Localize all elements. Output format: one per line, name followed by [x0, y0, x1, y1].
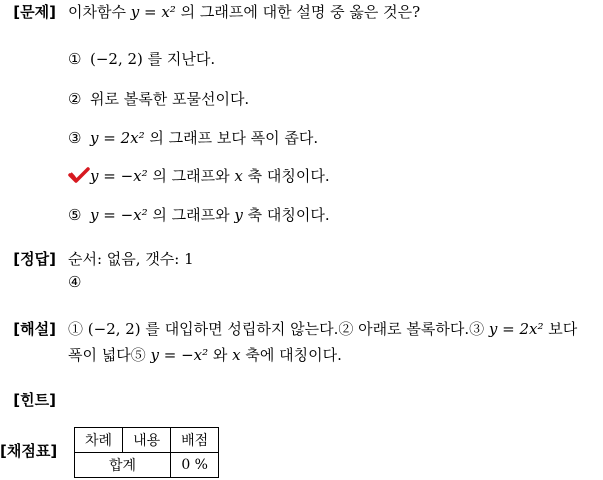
choice-1-text: (−2, 2) 를 지난다. — [90, 50, 216, 68]
scoring-total-label: 합계 — [75, 453, 171, 478]
choice-4-text2: 축 대칭이다. — [242, 167, 330, 185]
question-stem-var: y — [130, 3, 140, 21]
choice-3-number: ③ — [68, 129, 82, 147]
choice-5-text: 의 그래프와 — [147, 206, 235, 224]
choice-2-text: 위로 볼록한 포물선이다. — [90, 90, 250, 108]
question-label: [문제] — [13, 3, 56, 21]
choice-2[interactable] — [68, 88, 249, 109]
explanation-label: [해설] — [13, 320, 56, 338]
choice-4-text: 의 그래프와 — [147, 167, 235, 185]
answer-line-1: 순서: 없음, 갯수: 1 — [68, 250, 194, 268]
choice-5-text2: 축 대칭이다. — [242, 206, 330, 224]
scoring-header-order: 차례 — [75, 428, 123, 453]
choice-3-math: y = 2x² — [90, 129, 145, 147]
choice-4-math2: x — [234, 167, 243, 185]
answer-label: [정답] — [13, 250, 56, 268]
explanation-line-1-a: ① (−2, 2) 를 대입하면 성립하지 않는다.② 아래로 볼록하다.③ — [68, 320, 489, 338]
choice-5-math2: y — [234, 206, 243, 224]
choice-3-text: 의 그래프 보다 폭이 좁다. — [144, 129, 319, 147]
scoring-label: [채점표] — [0, 442, 58, 460]
question-stem-post: 의 그래프에 대한 설명 중 옳은 것은? — [175, 3, 421, 21]
explanation-line-2-a: 폭이 넓다⑤ — [68, 346, 151, 364]
checkmark-icon — [68, 167, 90, 183]
question-stem — [68, 1, 420, 22]
choice-5[interactable] — [68, 204, 330, 225]
explanation-line-1 — [68, 318, 577, 339]
choice-4-math: y = −x² — [90, 167, 148, 185]
explanation-line-1-b: 보다 — [543, 320, 578, 338]
scoring-total-value: 0 % — [171, 453, 219, 478]
scoring-header-row — [75, 428, 219, 453]
scoring-header-content: 내용 — [123, 428, 171, 453]
choice-5-number: ⑤ — [68, 206, 82, 224]
choice-4[interactable] — [68, 165, 330, 186]
scoring-total-row — [75, 453, 219, 478]
explanation-line-2 — [68, 344, 342, 365]
question-stem-expr: x² — [161, 3, 176, 21]
choice-1-number: ① — [68, 50, 82, 68]
choice-1[interactable] — [68, 48, 215, 69]
explanation-line-2-math2: x — [232, 346, 241, 364]
choice-5-math: y = −x² — [90, 206, 148, 224]
explanation-line-1-math: y = 2x² — [488, 320, 544, 338]
answer-line-2: ④ — [68, 273, 82, 291]
choice-2-number: ② — [68, 90, 82, 108]
question-stem-eq: = — [139, 3, 162, 21]
choice-3[interactable] — [68, 127, 318, 148]
hint-label: [힌트] — [13, 391, 56, 409]
explanation-line-2-math: y = −x² — [150, 346, 209, 364]
explanation-line-2-b: 와 — [208, 346, 233, 364]
explanation-line-2-c: 축에 대칭이다. — [240, 346, 342, 364]
scoring-table — [74, 427, 219, 478]
scoring-header-points: 배점 — [171, 428, 219, 453]
question-stem-pre: 이차함수 — [68, 3, 126, 21]
